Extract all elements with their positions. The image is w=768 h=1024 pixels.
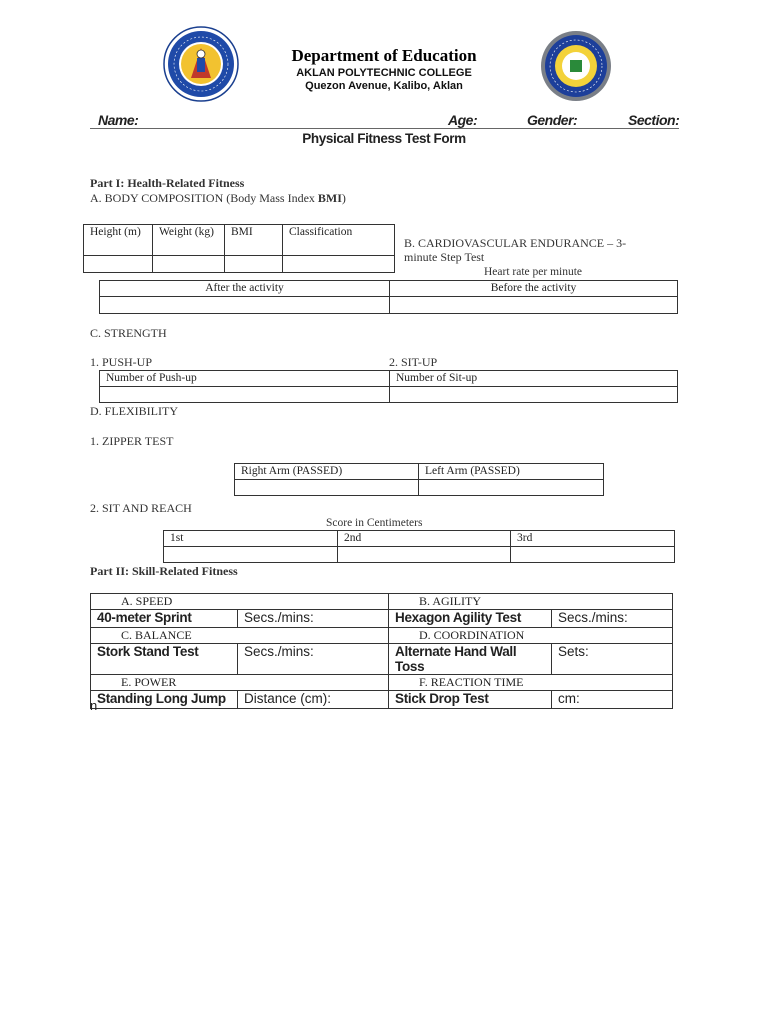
score-header-1st: 1st [164,531,338,547]
zipper-right-input[interactable] [235,480,419,496]
situp-input[interactable] [390,387,678,403]
heart-header-before: Before the activity [390,281,678,297]
gender-label: Gender: [527,112,578,128]
long-jump-test-label: Standing Long Jump [91,691,238,709]
skill-table [90,593,673,709]
age-label: Age: [448,112,478,128]
bmi-label-prefix: A. BODY COMPOSITION (Body Mass Index [90,191,318,205]
zipper-header-left: Left Arm (PASSED) [419,464,604,480]
stick-drop-cm-field[interactable]: cm: [552,691,673,709]
score-header-2nd: 2nd [338,531,511,547]
stork-time-field[interactable]: Secs./mins: [238,644,389,675]
balance-header: C. BALANCE [91,628,389,644]
zipper-table [234,463,604,496]
heart-after-input[interactable] [100,297,390,314]
bmi-label-bold: BMI [317,191,342,205]
body-composition-label [90,191,346,206]
score-caption: Score in Centimeters [326,517,423,529]
college-seal-logo [540,30,612,102]
flexibility-label: D. FLEXIBILITY [90,404,178,418]
heart-header-after: After the activity [100,281,390,297]
cardio-label: B. CARDIOVASCULAR ENDURANCE – 3-minute Step Test [404,236,627,264]
strength-label: C. STRENGTH [90,326,167,340]
bmi-value-input[interactable] [225,256,283,273]
score-header-3rd: 3rd [511,531,675,547]
bmi-header-weight: Weight (kg) [153,225,225,256]
speed-header: A. SPEED [91,594,389,610]
bmi-label-suffix: ) [341,191,346,205]
stray-character: n [90,698,98,713]
department-title: Department of Education [291,46,477,65]
zipper-header-right: Right Arm (PASSED) [235,464,419,480]
bmi-weight-input[interactable] [153,256,225,273]
bmi-height-input[interactable] [84,256,153,273]
sit-reach-table [163,530,675,563]
heart-before-input[interactable] [390,297,678,314]
score-2nd-input[interactable] [338,547,511,563]
pushup-input[interactable] [100,387,390,403]
bmi-header-classification: Classification [283,225,395,256]
power-header: E. POWER [91,675,389,691]
deped-seal-logo [163,26,239,102]
hexagon-test-label: Hexagon Agility Test [389,610,552,628]
strength-table [99,370,678,403]
section-label: Section: [628,112,680,128]
college-address: Quezon Avenue, Kalibo, Aklan [305,80,463,92]
wall-toss-sets-field[interactable]: Sets: [552,644,673,675]
stick-drop-test-label: Stick Drop Test [389,691,552,709]
bmi-classification-input[interactable] [283,256,395,273]
sprint-test-label: 40-meter Sprint [91,610,238,628]
situp-label: 2. SIT-UP [389,355,438,369]
stork-test-label: Stork Stand Test [91,644,238,675]
info-underline [90,128,679,129]
zipper-left-input[interactable] [419,480,604,496]
bmi-header-height: Height (m) [84,225,153,256]
sit-reach-label: 2. SIT AND REACH [90,501,192,515]
part1-heading: Part I: Health-Related Fitness [90,176,245,190]
bmi-table [83,224,395,273]
coordination-header: D. COORDINATION [389,628,673,644]
name-label: Name: [98,112,139,128]
heart-rate-table [99,280,678,314]
form-title: Physical Fitness Test Form [302,131,466,146]
bmi-header-bmi: BMI [225,225,283,256]
strength-header-pushup: Number of Push-up [100,371,390,387]
reaction-time-header: F. REACTION TIME [389,675,673,691]
zipper-label: 1. ZIPPER TEST [90,434,174,448]
part2-heading: Part II: Skill-Related Fitness [90,564,238,578]
agility-header: B. AGILITY [389,594,673,610]
heart-rate-caption: Heart rate per minute [484,266,583,278]
college-name: AKLAN POLYTECHNIC COLLEGE [296,67,472,79]
wall-toss-test-label: Alternate Hand Wall Toss [389,644,552,675]
hexagon-time-field[interactable]: Secs./mins: [552,610,673,628]
sprint-time-field[interactable]: Secs./mins: [238,610,389,628]
strength-header-situp: Number of Sit-up [390,371,678,387]
pushup-label: 1. PUSH-UP [90,355,153,369]
long-jump-distance-field[interactable]: Distance (cm): [238,691,389,709]
score-3rd-input[interactable] [511,547,675,563]
score-1st-input[interactable] [164,547,338,563]
